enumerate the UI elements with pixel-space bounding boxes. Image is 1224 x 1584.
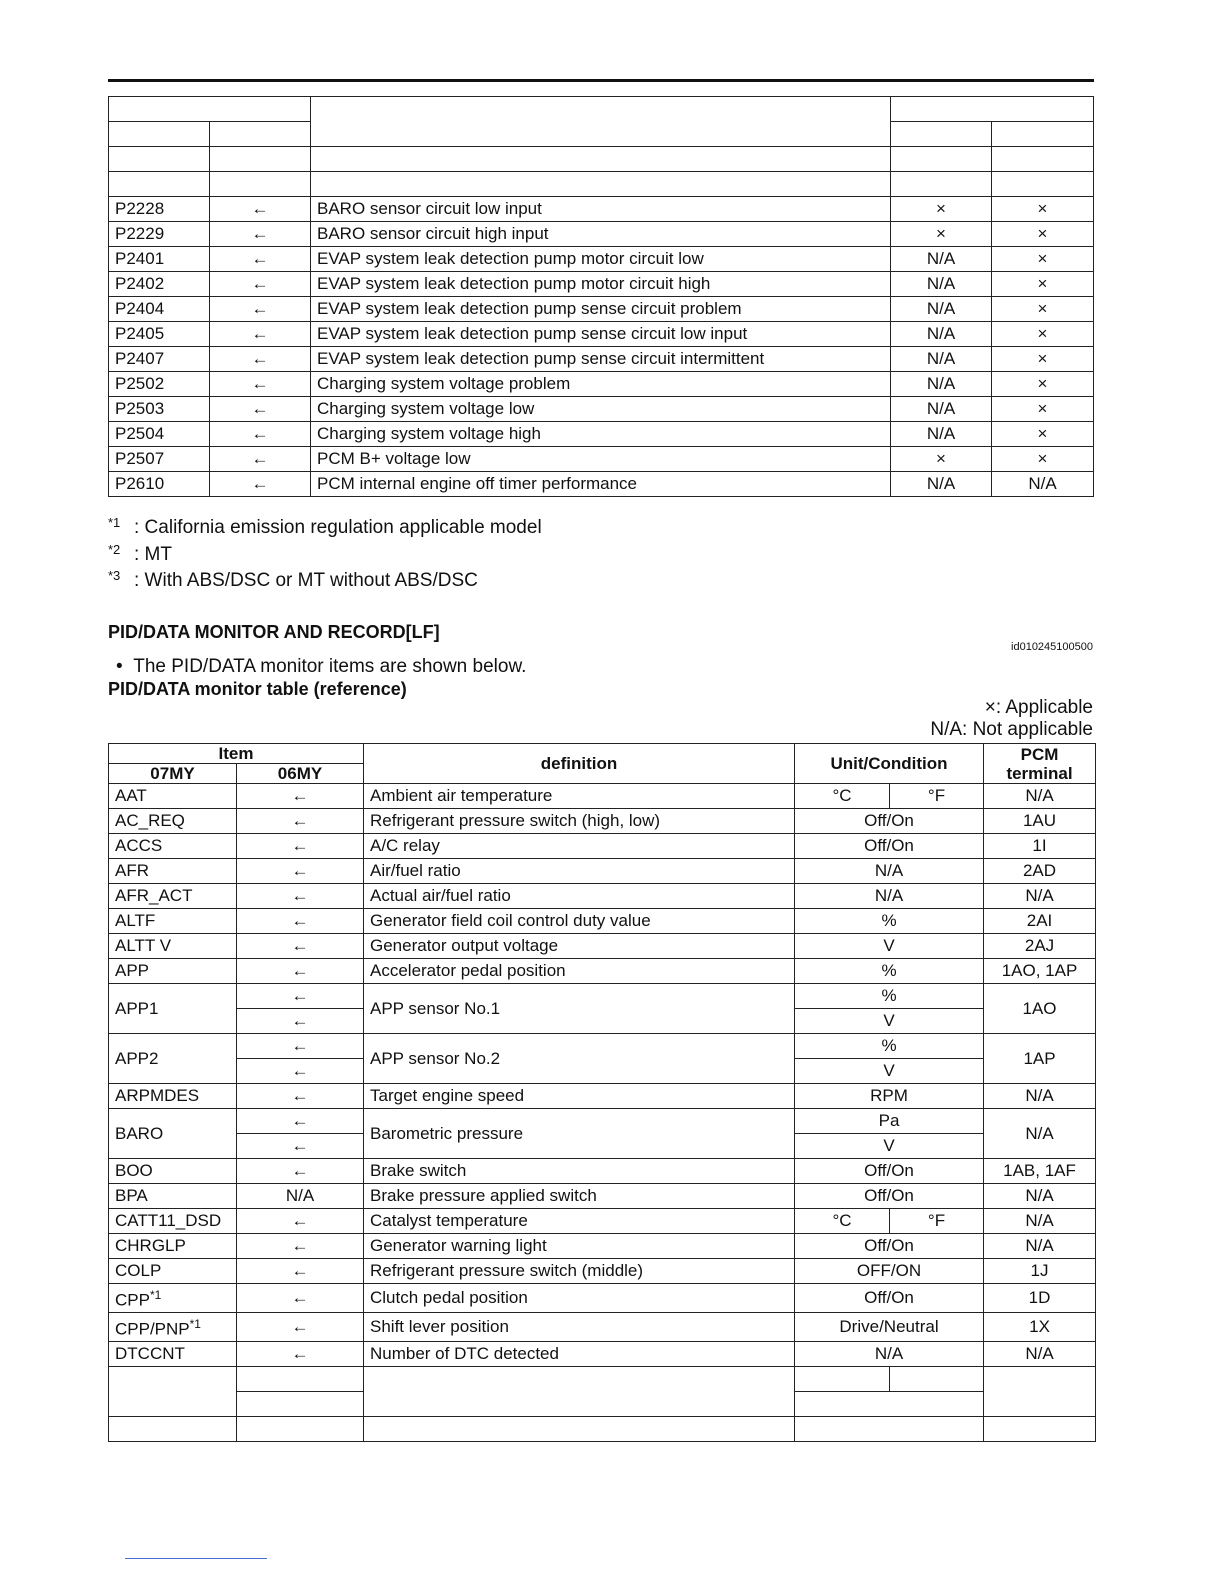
table-row bbox=[109, 297, 1094, 322]
table-row bbox=[109, 1084, 1096, 1109]
pid-06my: ← bbox=[237, 1084, 364, 1109]
table-row bbox=[109, 1342, 1096, 1367]
dtc-description: Charging system voltage problem bbox=[311, 372, 891, 397]
legend: ×: Applicable N/A: Not applicable bbox=[930, 697, 1093, 740]
applicable-b: × bbox=[992, 322, 1094, 347]
footnote-ref: *1 bbox=[189, 1317, 201, 1332]
dtc-code: P2401 bbox=[109, 247, 210, 272]
pid-06my: ← bbox=[237, 1284, 364, 1313]
pid-item: APP bbox=[109, 959, 237, 984]
unit-condition: V bbox=[795, 1009, 984, 1034]
unit-condition: Off/On bbox=[795, 1184, 984, 1209]
applicable-a: N/A bbox=[891, 347, 992, 372]
pid-06my: ← bbox=[237, 1159, 364, 1184]
pid-06my: ← bbox=[237, 984, 364, 1009]
pid-table bbox=[108, 743, 1096, 1442]
header-unit: Unit/Condition bbox=[795, 744, 984, 784]
pcm-terminal: 1D bbox=[984, 1284, 1096, 1313]
06my-code: ← bbox=[210, 322, 311, 347]
pid-06my: ← bbox=[237, 934, 364, 959]
pid-06my: ← bbox=[237, 1234, 364, 1259]
table-row bbox=[109, 322, 1094, 347]
pcm-terminal: N/A bbox=[984, 1084, 1096, 1109]
pid-item: APP1 bbox=[109, 984, 237, 1034]
unit-condition: V bbox=[795, 934, 984, 959]
pid-item: BPA bbox=[109, 1184, 237, 1209]
dtc-code: P2402 bbox=[109, 272, 210, 297]
pid-definition: A/C relay bbox=[364, 834, 795, 859]
applicable-b: × bbox=[992, 197, 1094, 222]
applicable-a: N/A bbox=[891, 397, 992, 422]
table-row bbox=[109, 884, 1096, 909]
pid-definition: Clutch pedal position bbox=[364, 1284, 795, 1313]
pcm-terminal: 2AI bbox=[984, 909, 1096, 934]
table-row bbox=[109, 1159, 1096, 1184]
pcm-terminal: 1I bbox=[984, 834, 1096, 859]
dtc-code: P2404 bbox=[109, 297, 210, 322]
06my-code: ← bbox=[210, 222, 311, 247]
unit-condition: Off/On bbox=[795, 1234, 984, 1259]
doc-id: id010245100500 bbox=[1011, 641, 1093, 653]
unit-fahrenheit: °F bbox=[890, 1209, 984, 1234]
dtc-code: P2610 bbox=[109, 472, 210, 497]
table-row bbox=[109, 1184, 1096, 1209]
pid-item: CPP/PNP$^{*1}$ bbox=[109, 1313, 237, 1342]
dtc-code: P2229 bbox=[109, 222, 210, 247]
unit-condition: Off/On bbox=[795, 1159, 984, 1184]
pid-definition: Target engine speed bbox=[364, 1084, 795, 1109]
dtc-description: PCM B+ voltage low bbox=[311, 447, 891, 472]
unit-celsius: °C bbox=[795, 1209, 890, 1234]
06my-code: ← bbox=[210, 372, 311, 397]
pcm-terminal: N/A bbox=[984, 1109, 1096, 1159]
unit-condition: % bbox=[795, 909, 984, 934]
pcm-terminal: N/A bbox=[984, 1234, 1096, 1259]
dtc-description: EVAP system leak detection pump sense circuit problem bbox=[311, 297, 891, 322]
pid-06my: ← bbox=[237, 1009, 364, 1034]
pid-definition: Shift lever position bbox=[364, 1313, 795, 1342]
dtc-description: PCM internal engine off timer performance bbox=[311, 472, 891, 497]
pid-definition: Accelerator pedal position bbox=[364, 959, 795, 984]
header-item: Item bbox=[109, 744, 364, 764]
pid-item: ALTT V bbox=[109, 934, 237, 959]
applicable-b: × bbox=[992, 222, 1094, 247]
pid-definition: Actual air/fuel ratio bbox=[364, 884, 795, 909]
table-row bbox=[109, 1313, 1096, 1342]
pid-item: DTCCNT bbox=[109, 1342, 237, 1367]
dtc-code: P2504 bbox=[109, 422, 210, 447]
unit-condition: N/A bbox=[795, 1342, 984, 1367]
pcm-terminal: 2AD bbox=[984, 859, 1096, 884]
applicable-a: × bbox=[891, 222, 992, 247]
table-row bbox=[109, 984, 1096, 1009]
table-row bbox=[109, 934, 1096, 959]
footnote: $^{*3}$ : With ABS/DSC or MT without ABS/DSC bbox=[108, 568, 478, 591]
table-row bbox=[109, 1259, 1096, 1284]
pid-definition: Catalyst temperature bbox=[364, 1209, 795, 1234]
header-definition: definition bbox=[364, 744, 795, 784]
06my-code: ← bbox=[210, 297, 311, 322]
applicable-a: × bbox=[891, 447, 992, 472]
applicable-b: × bbox=[992, 272, 1094, 297]
pcm-terminal: 1AO bbox=[984, 984, 1096, 1034]
unit-fahrenheit: °F bbox=[890, 784, 984, 809]
table-row bbox=[109, 834, 1096, 859]
applicable-a: N/A bbox=[891, 297, 992, 322]
pcm-terminal: 2AJ bbox=[984, 934, 1096, 959]
applicable-a: N/A bbox=[891, 472, 992, 497]
empty-row bbox=[109, 1417, 1096, 1442]
table-row bbox=[109, 809, 1096, 834]
applicable-a: N/A bbox=[891, 247, 992, 272]
pid-item: APP2 bbox=[109, 1034, 237, 1084]
dtc-description: Charging system voltage low bbox=[311, 397, 891, 422]
table-row bbox=[109, 372, 1094, 397]
pid-definition: Generator warning light bbox=[364, 1234, 795, 1259]
table-row bbox=[109, 397, 1094, 422]
pid-06my: ← bbox=[237, 1259, 364, 1284]
pid-definition: Refrigerant pressure switch (high, low) bbox=[364, 809, 795, 834]
unit-celsius: °C bbox=[795, 784, 890, 809]
unit-condition: OFF/ON bbox=[795, 1259, 984, 1284]
bullet-item: • The PID/DATA monitor items are shown below. bbox=[116, 656, 527, 677]
table-row bbox=[109, 1034, 1096, 1059]
dtc-code: P2228 bbox=[109, 197, 210, 222]
applicable-b: × bbox=[992, 397, 1094, 422]
applicable-b: × bbox=[992, 347, 1094, 372]
applicable-a: N/A bbox=[891, 422, 992, 447]
dtc-code: P2503 bbox=[109, 397, 210, 422]
applicable-a: N/A bbox=[891, 272, 992, 297]
header-rule bbox=[108, 79, 1094, 82]
header-pcm: PCM terminal bbox=[984, 744, 1096, 784]
footnote: $^{*1}$ : California emission regulation applicable model bbox=[108, 515, 542, 538]
table-row bbox=[109, 347, 1094, 372]
applicable-a: N/A bbox=[891, 372, 992, 397]
applicable-b: × bbox=[992, 247, 1094, 272]
pid-06my: ← bbox=[237, 1342, 364, 1367]
empty-row bbox=[109, 1367, 1096, 1392]
06my-code: ← bbox=[210, 272, 311, 297]
06my-code: ← bbox=[210, 397, 311, 422]
unit-condition: V bbox=[795, 1059, 984, 1084]
pid-definition: Air/fuel ratio bbox=[364, 859, 795, 884]
footnotes bbox=[108, 512, 542, 592]
pcm-terminal: 1J bbox=[984, 1259, 1096, 1284]
pid-definition: Ambient air temperature bbox=[364, 784, 795, 809]
pcm-terminal: 1X bbox=[984, 1313, 1096, 1342]
pid-item: BARO bbox=[109, 1109, 237, 1159]
pid-06my: ← bbox=[237, 784, 364, 809]
pid-06my: ← bbox=[237, 1109, 364, 1134]
dtc-code: P2405 bbox=[109, 322, 210, 347]
06my-code: ← bbox=[210, 422, 311, 447]
pid-06my: ← bbox=[237, 1059, 364, 1084]
table-row bbox=[109, 272, 1094, 297]
applicable-b: N/A bbox=[992, 472, 1094, 497]
dtc-code: P2407 bbox=[109, 347, 210, 372]
unit-condition: % bbox=[795, 959, 984, 984]
pid-item: AAT bbox=[109, 784, 237, 809]
applicable-b: × bbox=[992, 297, 1094, 322]
table-row bbox=[109, 422, 1094, 447]
unit-condition: RPM bbox=[795, 1084, 984, 1109]
dtc-description: Charging system voltage high bbox=[311, 422, 891, 447]
unit-condition: % bbox=[795, 984, 984, 1009]
pid-06my: ← bbox=[237, 909, 364, 934]
pid-definition: Generator field coil control duty value bbox=[364, 909, 795, 934]
pcm-terminal: N/A bbox=[984, 884, 1096, 909]
applicable-b: × bbox=[992, 447, 1094, 472]
pcm-terminal: N/A bbox=[984, 1342, 1096, 1367]
pid-definition: Generator output voltage bbox=[364, 934, 795, 959]
unit-condition: N/A bbox=[795, 884, 984, 909]
pid-item: BOO bbox=[109, 1159, 237, 1184]
dtc-code: P2502 bbox=[109, 372, 210, 397]
06my-code: ← bbox=[210, 247, 311, 272]
header-06my: 06MY bbox=[237, 764, 364, 784]
table-row bbox=[109, 1209, 1096, 1234]
pcm-terminal: N/A bbox=[984, 1209, 1096, 1234]
table-row bbox=[109, 447, 1094, 472]
pcm-terminal: 1AB, 1AF bbox=[984, 1159, 1096, 1184]
pid-definition: Barometric pressure bbox=[364, 1109, 795, 1159]
pcm-terminal: N/A bbox=[984, 784, 1096, 809]
06my-code: ← bbox=[210, 447, 311, 472]
applicable-b: × bbox=[992, 422, 1094, 447]
pid-item: AFR_ACT bbox=[109, 884, 237, 909]
pcm-terminal: 1AU bbox=[984, 809, 1096, 834]
section-title: PID/DATA MONITOR AND RECORD[LF] bbox=[108, 622, 440, 642]
table-row bbox=[109, 472, 1094, 497]
pid-definition: APP sensor No.2 bbox=[364, 1034, 795, 1084]
applicable-a: × bbox=[891, 197, 992, 222]
dtc-description: EVAP system leak detection pump motor circuit high bbox=[311, 272, 891, 297]
pid-item: ARPMDES bbox=[109, 1084, 237, 1109]
table-row bbox=[109, 784, 1096, 809]
pid-item: AFR bbox=[109, 859, 237, 884]
unit-condition: Off/On bbox=[795, 834, 984, 859]
06my-code: ← bbox=[210, 472, 311, 497]
pid-definition: Number of DTC detected bbox=[364, 1342, 795, 1367]
pid-item: COLP bbox=[109, 1259, 237, 1284]
table-title: PID/DATA monitor table (reference) bbox=[108, 679, 407, 699]
dtc-code: P2507 bbox=[109, 447, 210, 472]
pid-06my: ← bbox=[237, 1034, 364, 1059]
dtc-description: EVAP system leak detection pump motor circuit low bbox=[311, 247, 891, 272]
dtc-description: EVAP system leak detection pump sense circuit low input bbox=[311, 322, 891, 347]
table-row bbox=[109, 222, 1094, 247]
pid-definition: Brake switch bbox=[364, 1159, 795, 1184]
footnote-ref: *1 bbox=[149, 1288, 162, 1303]
pid-definition: APP sensor No.1 bbox=[364, 984, 795, 1034]
pid-06my: ← bbox=[237, 1209, 364, 1234]
pid-item: CPP$^{*1}$ bbox=[109, 1284, 237, 1313]
unit-condition: % bbox=[795, 1034, 984, 1059]
pid-06my: N/A bbox=[237, 1184, 364, 1209]
pid-item: ALTF bbox=[109, 909, 237, 934]
06my-code: ← bbox=[210, 197, 311, 222]
table-row bbox=[109, 1234, 1096, 1259]
unit-condition: N/A bbox=[795, 859, 984, 884]
footnote: $^{*2}$ : MT bbox=[108, 541, 172, 565]
table-row bbox=[109, 1284, 1096, 1313]
dtc-table bbox=[108, 96, 1094, 497]
table-row bbox=[109, 909, 1096, 934]
dtc-description: BARO sensor circuit low input bbox=[311, 197, 891, 222]
applicable-b: × bbox=[992, 372, 1094, 397]
06my-code: ← bbox=[210, 347, 311, 372]
dtc-description: BARO sensor circuit high input bbox=[311, 222, 891, 247]
pid-item: AC_REQ bbox=[109, 809, 237, 834]
pid-item: CATT11_DSD bbox=[109, 1209, 237, 1234]
pid-06my: ← bbox=[237, 959, 364, 984]
table-row bbox=[109, 197, 1094, 222]
table-row bbox=[109, 1109, 1096, 1134]
unit-condition: V bbox=[795, 1134, 984, 1159]
unit-condition: Off/On bbox=[795, 809, 984, 834]
pcm-terminal: 1AO, 1AP bbox=[984, 959, 1096, 984]
pid-06my: ← bbox=[237, 884, 364, 909]
unit-condition: Drive/Neutral bbox=[795, 1313, 984, 1342]
pid-06my: ← bbox=[237, 859, 364, 884]
table-row bbox=[109, 859, 1096, 884]
pid-definition: Brake pressure applied switch bbox=[364, 1184, 795, 1209]
pid-06my: ← bbox=[237, 1313, 364, 1342]
table-row bbox=[109, 247, 1094, 272]
unit-condition: Pa bbox=[795, 1109, 984, 1134]
pid-06my: ← bbox=[237, 809, 364, 834]
applicable-a: N/A bbox=[891, 322, 992, 347]
pid-06my: ← bbox=[237, 834, 364, 859]
pid-06my: ← bbox=[237, 1134, 364, 1159]
pcm-terminal: N/A bbox=[984, 1184, 1096, 1209]
pid-item: ACCS bbox=[109, 834, 237, 859]
unit-condition: Off/On bbox=[795, 1284, 984, 1313]
table-row bbox=[109, 959, 1096, 984]
header-07my: 07MY bbox=[109, 764, 237, 784]
pcm-terminal: 1AP bbox=[984, 1034, 1096, 1084]
pid-definition: Refrigerant pressure switch (middle) bbox=[364, 1259, 795, 1284]
footer-link-rule bbox=[125, 1558, 267, 1559]
dtc-description: EVAP system leak detection pump sense circuit intermittent bbox=[311, 347, 891, 372]
pid-item: CHRGLP bbox=[109, 1234, 237, 1259]
